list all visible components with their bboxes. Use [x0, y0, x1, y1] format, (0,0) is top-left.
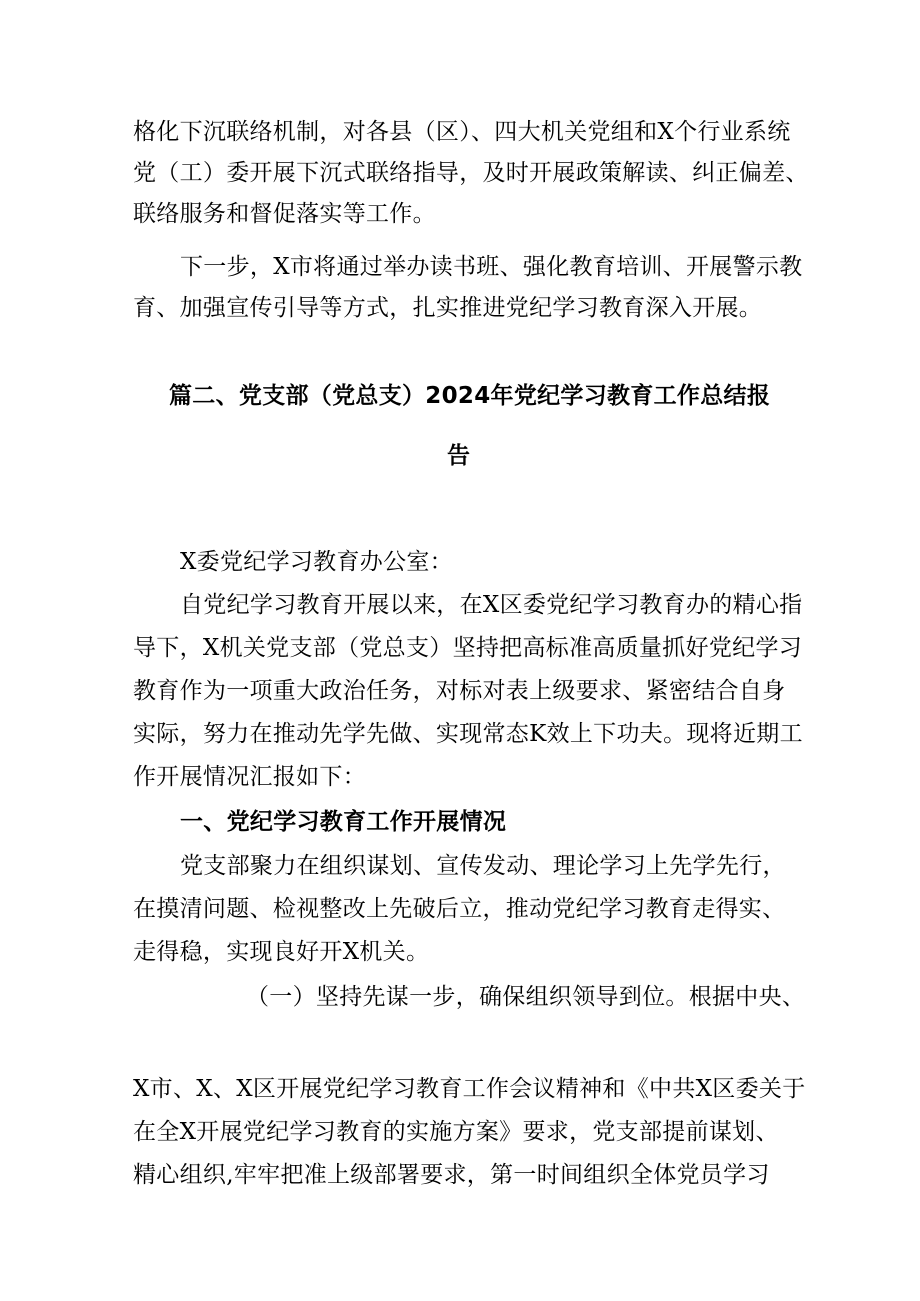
paragraph-line: 党（工）委开展下沉式联络指导，及时开展政策解读、纠正偏差、 [133, 160, 809, 186]
paragraph-line: 在摸清问题、检视整改上先破后立，推动党纪学习教育走得实、 [133, 896, 786, 922]
sub-heading: （一）坚持先谋一步，确保组织领导到位。根据中央、 [246, 984, 806, 1010]
section-title-continuation: 告 [447, 443, 471, 469]
paragraph-line: 作开展情况汇报如下： [133, 764, 366, 790]
paragraph-line: 格化下沉联络机制，对各县（区）、四大机关党组和X个行业系统 [133, 119, 791, 145]
paragraph-line: 下一步，X市将通过举办读书班、强化教育培训、开展警示教 [180, 254, 803, 280]
recipient-line: X委党纪学习教育办公室： [180, 549, 453, 575]
paragraph-line: 精心组织,牢牢把准上级部署要求，第一时间组织全体党员学习 [133, 1162, 770, 1188]
section-heading: 一、党纪学习教育工作开展情况 [180, 809, 507, 835]
paragraph-line: 育、加强宣传引导等方式，扎实推进党纪学习教育深入开展。 [133, 295, 763, 321]
paragraph-line: 走得稳，实现良好开X机关。 [133, 939, 430, 965]
paragraph-line: 联络服务和督促落实等工作。 [133, 201, 436, 227]
paragraph-line: 在全X开展党纪学习教育的实施方案》要求，党支部提前谋划、 [133, 1119, 779, 1145]
paragraph-line: 党支部聚力在组织谋划、宣传发动、理论学习上先学先行， [180, 853, 786, 879]
section-title: 篇二、党支部（党总支）2024年党纪学习教育工作总结报 [169, 383, 771, 409]
paragraph-line: 导下，X机关党支部（党总支）坚持把高标准高质量抓好党纪学习 [133, 635, 803, 661]
paragraph-line: 教育作为一项重大政治任务，对标对表上级要求、紧密结合自身 [133, 678, 786, 704]
paragraph-line: X市、X、X区开展党纪学习教育工作会议精神和《中共X区委关于 [133, 1076, 806, 1102]
paragraph-line: 自党纪学习教育开展以来，在X区委党纪学习教育办的精心指 [180, 592, 803, 618]
paragraph-line: 实际，努力在推动先学先做、实现常态K效上下功夫。现将近期工 [133, 721, 803, 747]
